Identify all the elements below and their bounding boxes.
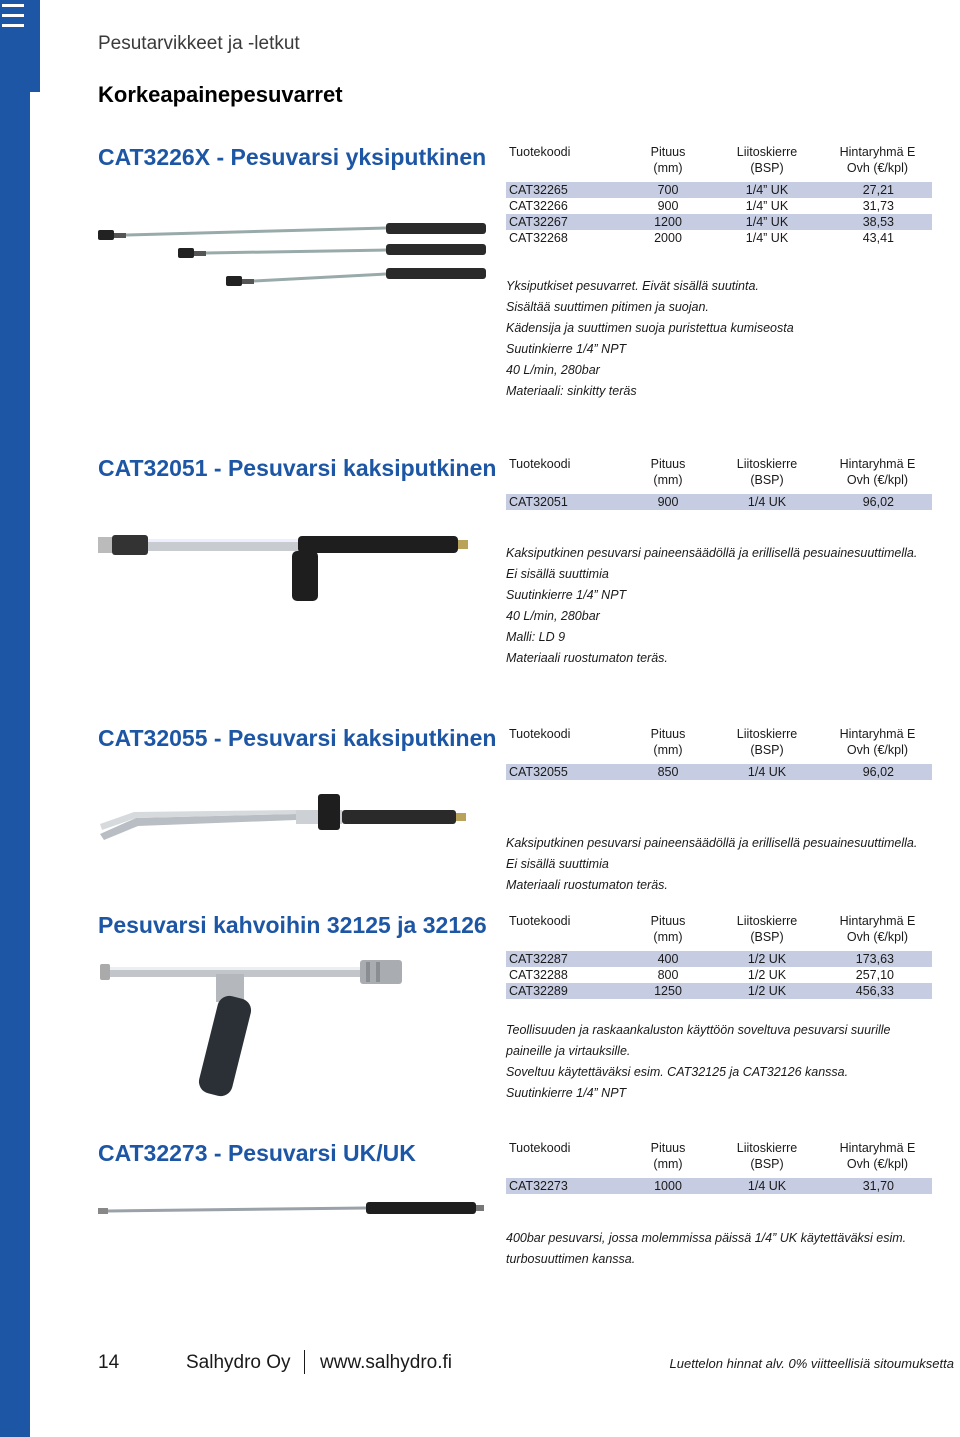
table-row: CAT32289 1250 1/2 UK 456,33 <box>506 983 932 999</box>
handle-lance-image <box>96 950 406 1110</box>
page-title: Korkeapainepesuvarret <box>98 82 343 107</box>
header-thread: Liitoskierre (BSP) <box>736 145 798 175</box>
brand-sidebar <box>0 0 30 1437</box>
table-row: CAT32267 1200 1/4” UK 38,53 <box>506 214 932 230</box>
table-header: Tuotekoodi Pituus (mm) Liitoskierre (BSP) Hintaryhmä E Ovh (€/kpl) <box>509 914 916 944</box>
table-header <box>506 144 932 176</box>
section-title-handle-lance: Pesuvarsi kahvoihin 32125 ja 32126 <box>98 912 487 938</box>
sidebar-tab-shape <box>0 0 46 92</box>
header-length: Pituus (mm) <box>650 145 686 175</box>
table-row: CAT32265 700 1/4” UK 27,21 <box>506 182 932 198</box>
description-handle-lance: Teollisuuden ja raskaankaluston käyttöön soveltuva pesuvarsi suurille paineille ja virtauksille. Soveltuu käytettäväksi esim. CAT32125 ja CAT32126 kanssa. Suutinkierre 1/4” NPT <box>506 1023 891 1100</box>
table-header: Tuotekoodi Pituus (mm) Liitoskierre (BSP) Hintaryhmä E Ovh (€/kpl) <box>509 1141 916 1171</box>
product-table-cat32273 <box>506 1140 932 1194</box>
table-header: Tuotekoodi Pituus (mm) Liitoskierre (BSP) Hintaryhmä E Ovh (€/kpl) <box>509 457 916 487</box>
table-row: CAT32055 850 1/4 UK 96,02 <box>506 764 932 780</box>
table-row: CAT32288 800 1/2 UK 257,10 <box>509 968 894 982</box>
table-row: CAT32287 400 1/2 UK 173,63 <box>506 951 932 967</box>
footer-company: Salhydro Oy <box>186 1352 291 1373</box>
description-cat32273: 400bar pesuvarsi, jossa molemmissa päissä 1/4” UK käytettäväksi esim. turbosuuttimen kanssa. <box>506 1231 907 1266</box>
page-category: Pesutarvikkeet ja -letkut <box>98 33 300 54</box>
page-number: 14 <box>98 1352 120 1373</box>
section-title-cat32051: CAT32051 - Pesuvarsi kaksiputkinen <box>98 455 497 481</box>
uk-uk-lance-image <box>96 1195 486 1225</box>
table-row: CAT32266 900 1/4” UK 31,73 <box>509 199 894 213</box>
table-row: CAT32051 900 1/4 UK 96,02 <box>506 494 932 510</box>
footer-divider <box>304 1350 305 1374</box>
section-title-cat3226x: CAT3226X - Pesuvarsi yksiputkinen <box>98 144 487 170</box>
product-table-cat3226x <box>506 144 932 246</box>
header-code: Tuotekoodi <box>509 145 571 159</box>
header-price: Hintaryhmä E Ovh (€/kpl) <box>839 145 916 175</box>
description-cat32051: Kaksiputkinen pesuvarsi paineensäädöllä ja erillisellä pesuainesuuttimella. Ei sisällä suuttimia Suutinkierre 1/4” NPT 40 L/min, 280bar Malli: LD 9 Materiaali ruostumaton teräs. <box>506 546 918 665</box>
table-header: Tuotekoodi Pituus (mm) Liitoskierre (BSP) Hintaryhmä E Ovh (€/kpl) <box>509 727 916 757</box>
section-title-cat32055: CAT32055 - Pesuvarsi kaksiputkinen <box>98 725 497 751</box>
single-tube-lance-image <box>96 200 496 300</box>
footer-price-note: Luettelon hinnat alv. 0% viitteellisiä sitoumuksetta <box>669 1356 954 1371</box>
dual-tube-lance-image <box>96 525 476 615</box>
product-table-cat32055 <box>506 726 932 780</box>
product-table-cat32051 <box>506 456 932 510</box>
description-cat3226x: Yksiputkiset pesuvarret. Eivät sisällä suutinta. Sisältää suuttimen pitimen ja suojan. Kädensija ja suuttimen suoja puristettua kumiseosta Suutinkierre 1/4” NPT 40 L/min, 280bar Materiaali: sinkitty teräs <box>506 279 794 398</box>
description-cat32055: Kaksiputkinen pesuvarsi paineensäädöllä ja erillisellä pesuainesuuttimella. Ei sisällä suuttimia Materiaali ruostumaton teräs. <box>506 836 918 892</box>
footer-website-link[interactable]: www.salhydro.fi <box>320 1352 452 1373</box>
product-table-handle-lance <box>506 913 932 999</box>
table-row: CAT32273 1000 1/4 UK 31,70 <box>506 1178 932 1194</box>
dual-tube-lance-image-2 <box>96 790 476 850</box>
table-row: CAT32268 2000 1/4” UK 43,41 <box>509 231 894 245</box>
section-title-cat32273: CAT32273 - Pesuvarsi UK/UK <box>98 1140 416 1166</box>
